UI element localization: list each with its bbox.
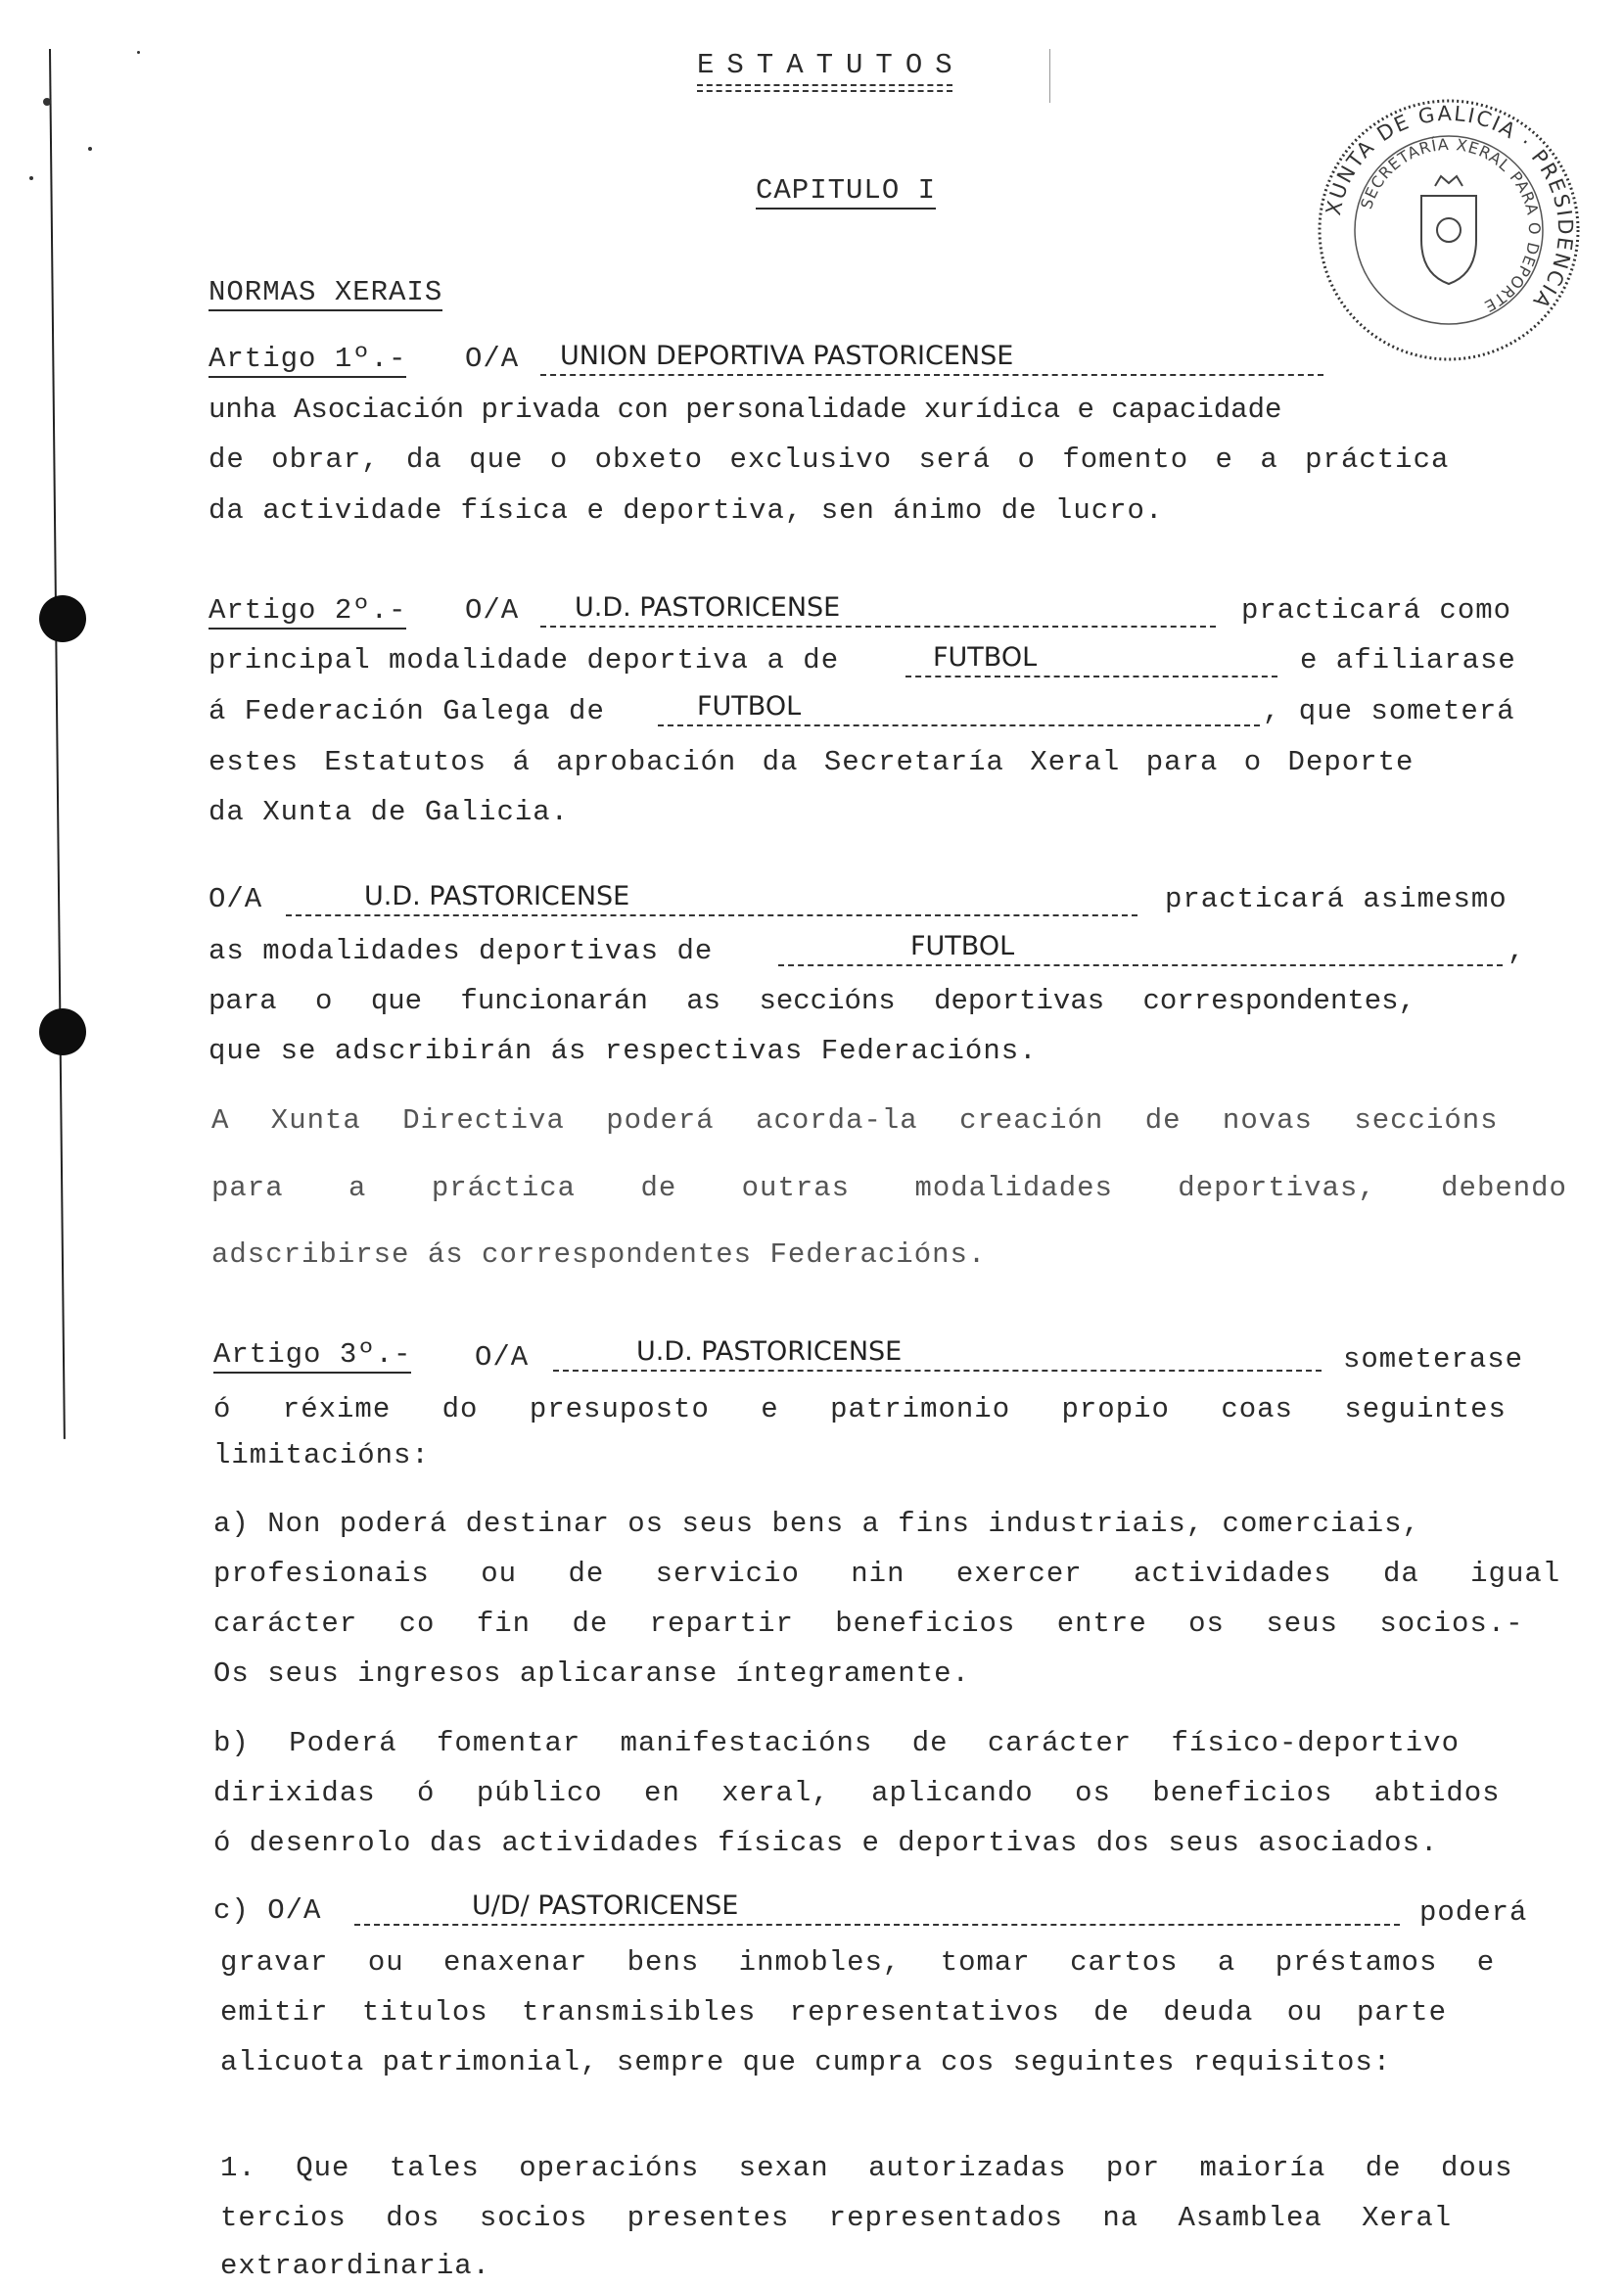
margin-line	[49, 49, 66, 1439]
para3-line2-suffix: ,	[1508, 935, 1526, 967]
art2-line-5: da Xunta de Galicia.	[209, 796, 570, 828]
para3-line-4: que se adscribirán ás respectivas Federacións.	[209, 1035, 1038, 1067]
art1-club-field: UNION DEPORTIVA PASTORICENSE	[540, 339, 1323, 376]
para3-prefix: O/A	[209, 883, 263, 915]
scan-speck	[43, 98, 51, 106]
para4-line-1: A Xunta Directiva poderá acorda-la creación de novas seccións	[211, 1104, 1499, 1137]
art2-line3-suffix: , que someterá	[1263, 695, 1515, 727]
item-a-line-1: a) Non poderá destinar os seus bens a fins industriais, comerciais,	[213, 1508, 1420, 1540]
req1-line-3: extraordinaria.	[220, 2250, 491, 2282]
art3-line-2: ó réxime do presuposto e patrimonio propio coas seguintes	[213, 1393, 1507, 1425]
art3-label: Artigo 3º.-	[213, 1338, 411, 1374]
scan-speck	[88, 147, 92, 151]
req1-line-1: 1. Que tales operacións sexan autorizadas por maioría de dous	[220, 2152, 1513, 2184]
art2-sport-field: FUTBOL	[905, 640, 1277, 677]
para3-club-field: U.D. PASTORICENSE	[286, 879, 1137, 916]
item-b-line-3: ó desenrolo das actividades físicas e deportivas dos seus asociados.	[213, 1827, 1439, 1859]
para4-line-3: adscribirse ás correspondentes Federacións.	[211, 1238, 987, 1271]
art2-label: Artigo 2º.-	[209, 594, 406, 630]
scan-line	[1049, 49, 1050, 103]
art1-line-1: unha Asociación privada con personalidade xurídica e capacidade	[209, 394, 1282, 426]
item-a-line-4: Os seus ingresos aplicaranse íntegramente.	[213, 1657, 970, 1690]
coat-of-arms-icon	[1421, 176, 1476, 284]
art2-line2-prefix: principal modalidade deportiva a de	[209, 644, 840, 677]
stamp-inner-text: SECRETARÍA XERAL PARA O DEPORTE	[1357, 134, 1545, 316]
art3-club-field: U.D. PASTORICENSE	[553, 1334, 1322, 1372]
item-b-line-1: b) Poderá fomentar manifestacións de carácter físico-deportivo	[213, 1727, 1460, 1759]
item-c-club-field: U/D/ PASTORICENSE	[354, 1889, 1400, 1926]
art1-label: Artigo 1º.-	[209, 343, 406, 378]
art3-line-3: limitacións:	[213, 1439, 430, 1471]
item-c-line-3: emitir titulos transmisibles representativos de deuda ou parte	[220, 1996, 1447, 2029]
punch-hole-bottom	[39, 1008, 86, 1055]
para3-verb: practicará asimesmo	[1165, 883, 1508, 915]
art2-club-field: U.D. PASTORICENSE	[540, 590, 1216, 628]
art3-prefix: O/A	[475, 1341, 530, 1374]
art2-line3-prefix: á Federación Galega de	[209, 695, 605, 727]
art2-line2-suffix: e afiliarase	[1300, 644, 1516, 677]
req1-line-2: tercios dos socios presentes representados na Asamblea Xeral	[220, 2202, 1453, 2234]
document-title: ESTATUTOS	[697, 49, 965, 81]
item-c-prefix: c) O/A	[213, 1894, 322, 1927]
item-a-line-3: carácter co fin de repartir beneficios entre os seus socios.-	[213, 1608, 1524, 1640]
item-c-line-2: gravar ou enaxenar bens inmobles, tomar cartos a préstamos e	[220, 1946, 1496, 1979]
chapter-heading: CAPITULO I	[756, 174, 936, 210]
scan-speck	[29, 176, 33, 180]
art2-federation-field: FUTBOL	[658, 689, 1260, 726]
art1-prefix: O/A	[465, 343, 520, 375]
art1-line-3: da actividade física e deportiva, sen ánimo de lucro.	[209, 494, 1164, 527]
stamp-outer-text: XUNTA DE GALICIA · PRESIDENCIA	[1321, 101, 1578, 314]
item-a-line-2: profesionais ou de servicio nin exercer actividades da igual	[213, 1558, 1561, 1590]
para3-sports-field: FUTBOL	[778, 929, 1503, 966]
art2-verb: practicará como	[1241, 594, 1512, 627]
scan-speck	[137, 51, 140, 54]
item-b-line-2: dirixidas ó público en xeral, aplicando os beneficios abtidos	[213, 1777, 1501, 1809]
item-c-verb: poderá	[1419, 1896, 1528, 1929]
para4-line-2: para a práctica de outras modalidades deportivas, debendo	[211, 1172, 1567, 1204]
art3-verb: someterase	[1343, 1343, 1524, 1376]
art2-prefix: O/A	[465, 594, 520, 627]
official-stamp	[1312, 93, 1586, 367]
art2-line-4: estes Estatutos á aprobación da Secretaría Xeral para o Deporte	[209, 746, 1415, 778]
art1-line-2: de obrar, da que o obxeto exclusivo será o fomento e a práctica	[209, 443, 1450, 476]
section-heading: NORMAS XERAIS	[209, 276, 442, 311]
punch-hole-top	[39, 595, 86, 642]
item-c-line-4: alicuota patrimonial, sempre que cumpra cos seguintes requisitos:	[220, 2046, 1392, 2078]
para3-line-3: para o que funcionarán as seccións deportivas correspondentes,	[209, 985, 1415, 1017]
para3-line2-prefix: as modalidades deportivas de	[209, 935, 714, 967]
